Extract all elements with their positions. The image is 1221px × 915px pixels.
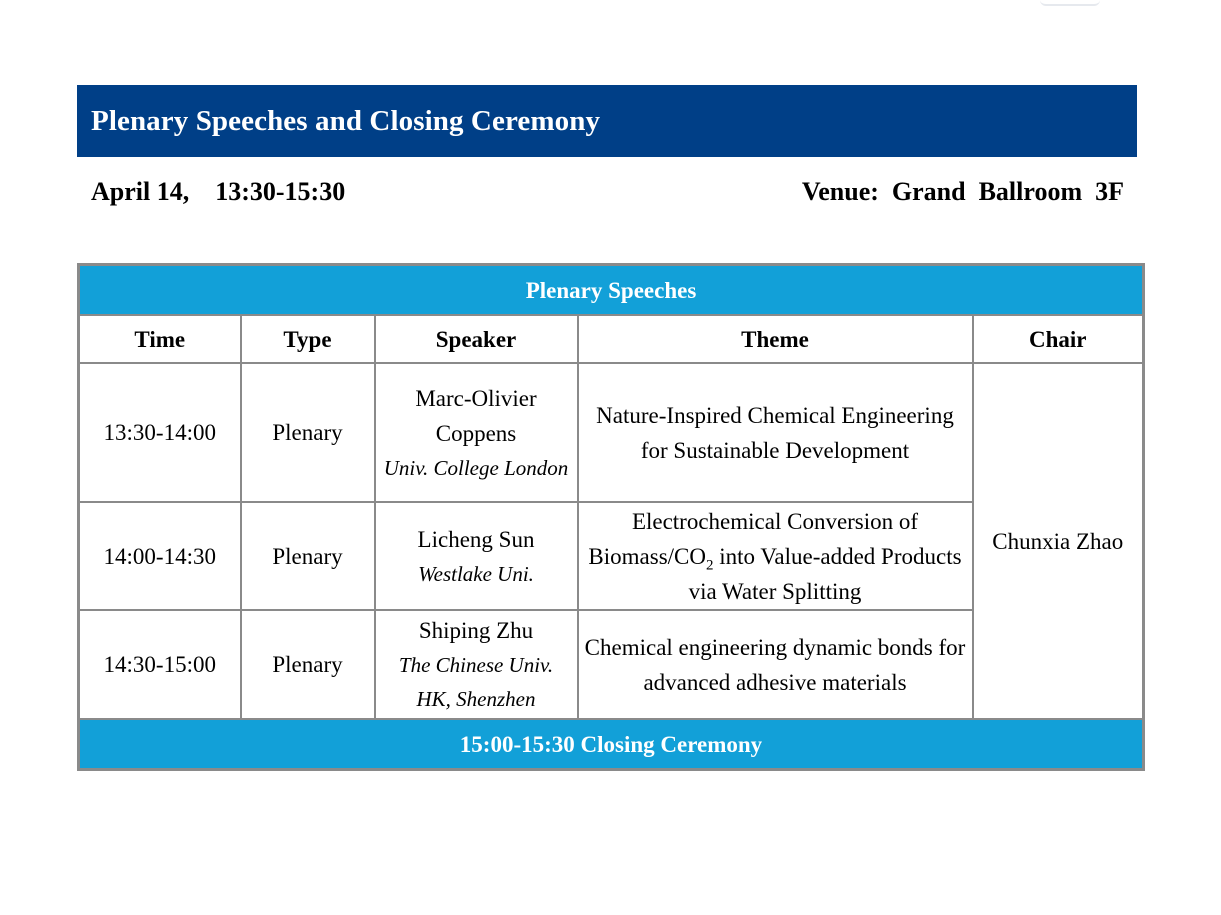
- speaker-affiliation: Westlake Uni.: [418, 561, 534, 586]
- corner-decoration: [1040, 0, 1100, 6]
- column-header-speaker: Speaker: [375, 315, 578, 363]
- chair-cell: Chunxia Zhao: [973, 363, 1144, 719]
- page-title: Plenary Speeches and Closing Ceremony: [91, 104, 601, 137]
- column-header-type: Type: [241, 315, 375, 363]
- speaker-affiliation: The Chinese Univ. HK, Shenzhen: [398, 653, 554, 711]
- speaker-name: Shiping Zhu: [418, 618, 534, 643]
- row-type: Plenary: [241, 610, 375, 719]
- theme-subscript: 2: [706, 557, 714, 574]
- schedule-table: [77, 263, 1145, 771]
- closing-row: [79, 719, 1144, 770]
- session-date-time: April 14, 13:30-15:30: [91, 177, 346, 206]
- table-row: [79, 363, 1144, 502]
- speaker-name: Marc-Olivier Coppens: [415, 385, 537, 446]
- row-speaker-cell: [375, 610, 578, 719]
- column-header-theme: Theme: [578, 315, 973, 363]
- title-banner: [77, 85, 1137, 157]
- speaker-affiliation: Univ. College London: [383, 455, 569, 480]
- row-theme: Chemical engineering dynamic bonds for advanced adhesive materials: [578, 610, 973, 719]
- section-title: Plenary Speeches: [79, 265, 1144, 316]
- session-venue: Venue: Grand Ballroom 3F: [801, 177, 1124, 206]
- closing-ceremony: 15:00-15:30 Closing Ceremony: [79, 719, 1144, 770]
- row-speaker-cell: [375, 502, 578, 610]
- column-header-chair: Chair: [973, 315, 1144, 363]
- row-speaker-cell: [375, 363, 578, 502]
- theme-text-part1: Electrochemical Conversion of Biomass/CO: [588, 508, 919, 569]
- row-theme: Nature-Inspired Chemical Engineering for Sustainable Development: [578, 363, 973, 502]
- theme-text-part2: into Value-added Products via Water Splitting: [688, 543, 962, 604]
- row-time: 14:30-15:00: [79, 610, 241, 719]
- row-time: 13:30-14:00: [79, 363, 241, 502]
- row-type: Plenary: [241, 502, 375, 610]
- row-time: 14:00-14:30: [79, 502, 241, 610]
- row-theme: [578, 502, 973, 610]
- row-type: Plenary: [241, 363, 375, 502]
- column-header-time: Time: [79, 315, 241, 363]
- section-header-row: [79, 265, 1144, 316]
- column-header-row: [79, 315, 1144, 363]
- speaker-name: Licheng Sun: [417, 526, 535, 552]
